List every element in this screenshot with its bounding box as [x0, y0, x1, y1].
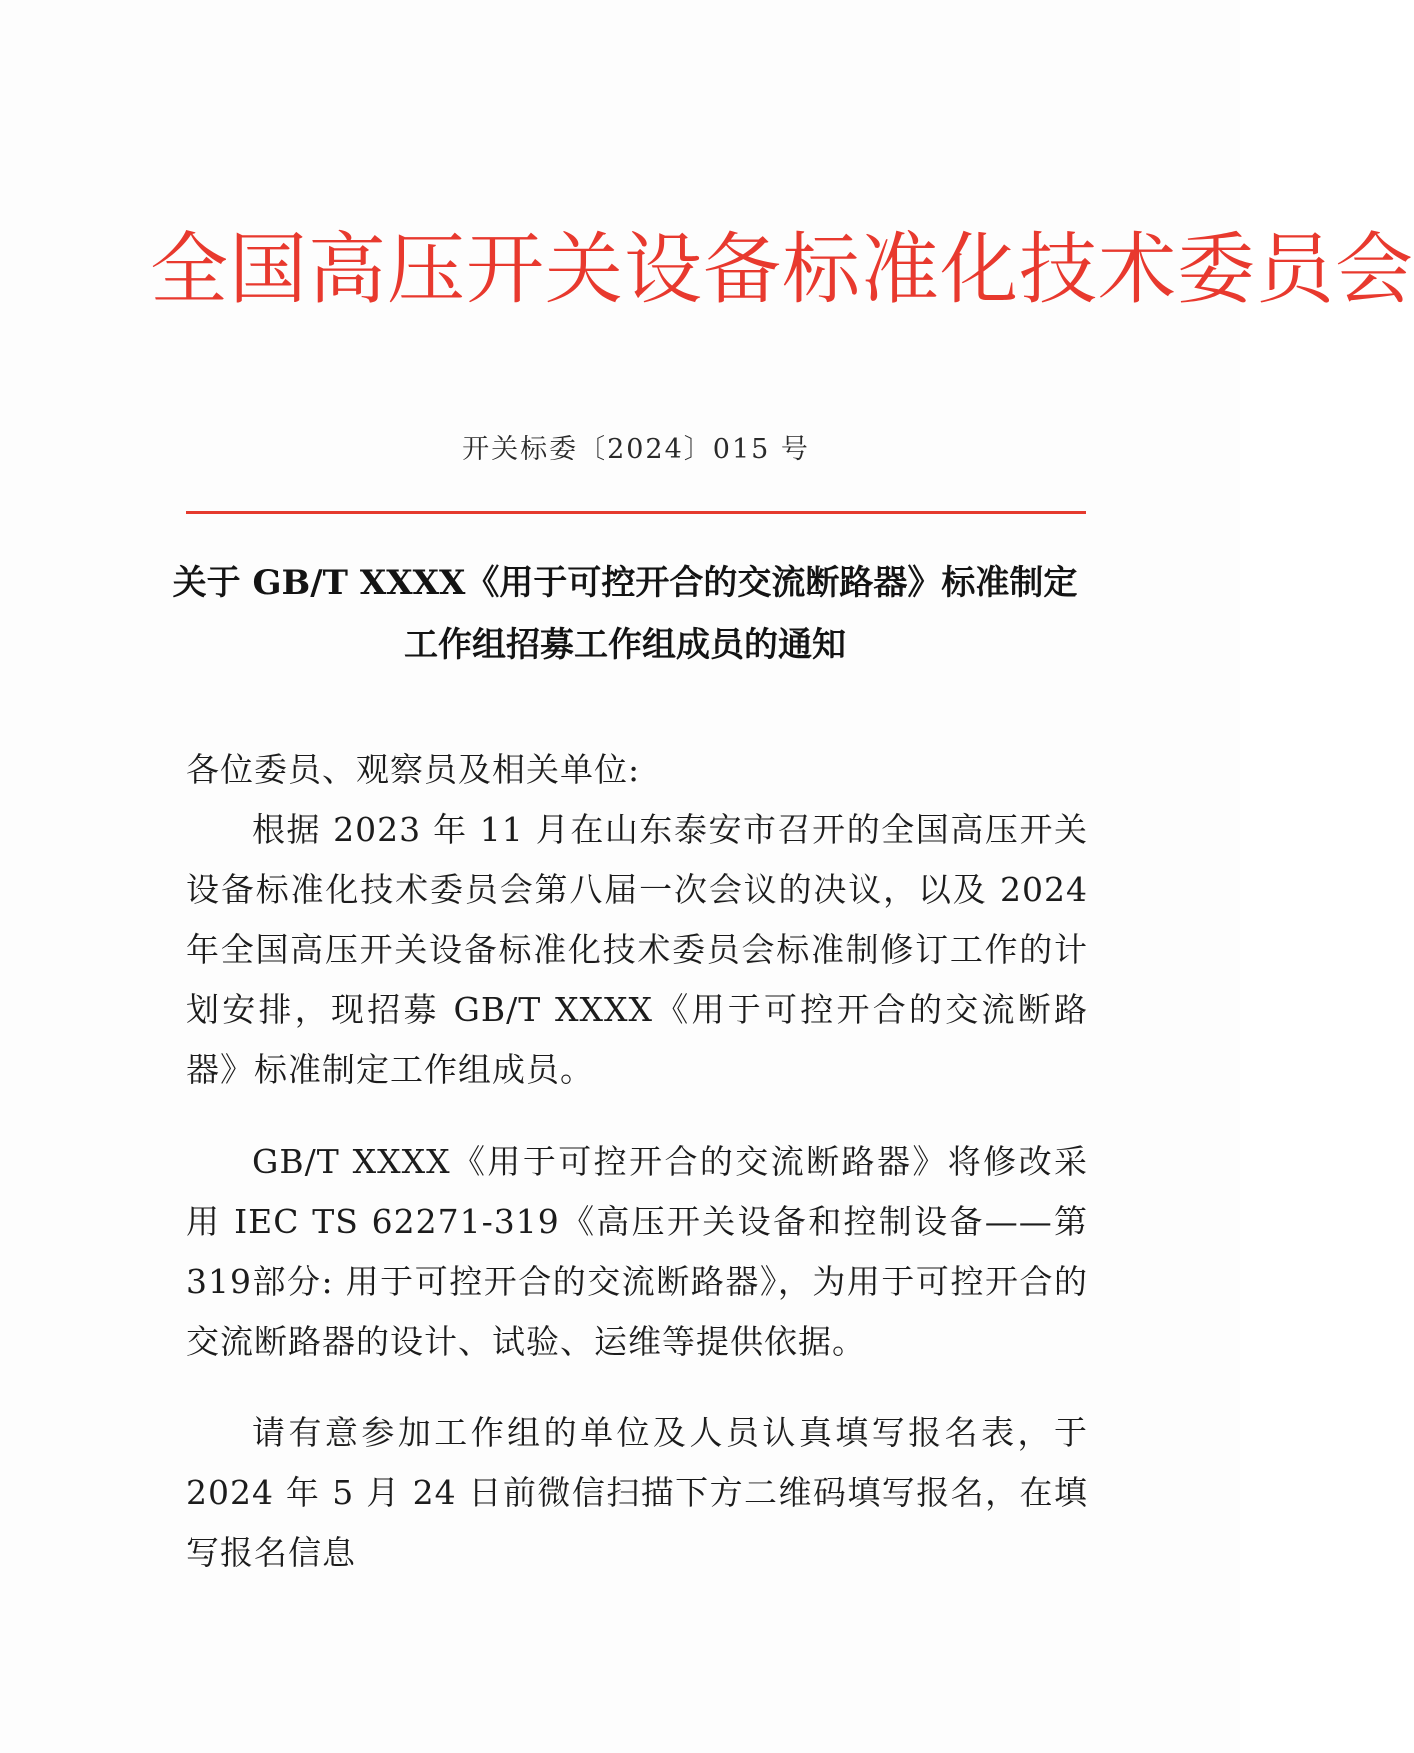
- paragraph-1: 根据 2023 年 11 月在山东泰安市召开的全国高压开关设备标准化技术委员会第八届一次会议的决议，以及 2024 年全国高压开关设备标准化技术委员会标准制修订工作的计划安排，现招募 GB/T XXXX《用于可控开合的交流断路器》标准制定工作组成员。: [186, 810, 1088, 1089]
- document-title-line-1: 关于 GB/T XXXX《用于可控开合的交流断路器》标准制定: [172, 563, 1078, 603]
- paragraph-3: 请有意参加工作组的单位及人员认真填写报名表，于 2024 年 5 月 24 日前微信扫描下方二维码填写报名，在填写报名信息: [186, 1413, 1088, 1572]
- document-title-line-2: 工作组招募工作组成员的通知: [404, 625, 846, 665]
- salutation: 各位委员、观察员及相关单位:: [186, 750, 641, 789]
- header-divider: [186, 511, 1086, 514]
- organization-header: 全国高压开关设备标准化技术委员会: [150, 225, 1414, 315]
- document-number: 开关标委〔2024〕015 号: [462, 434, 810, 465]
- document-title: [160, 552, 1090, 676]
- paragraph-2: GB/T XXXX《用于可控开合的交流断路器》将修改采用 IEC TS 62271-319《高压开关设备和控制设备——第319部分: 用于可控开合的交流断路器》，为用于可控开合的交流断路器的设计、试验、运维等提供依据。: [186, 1142, 1088, 1361]
